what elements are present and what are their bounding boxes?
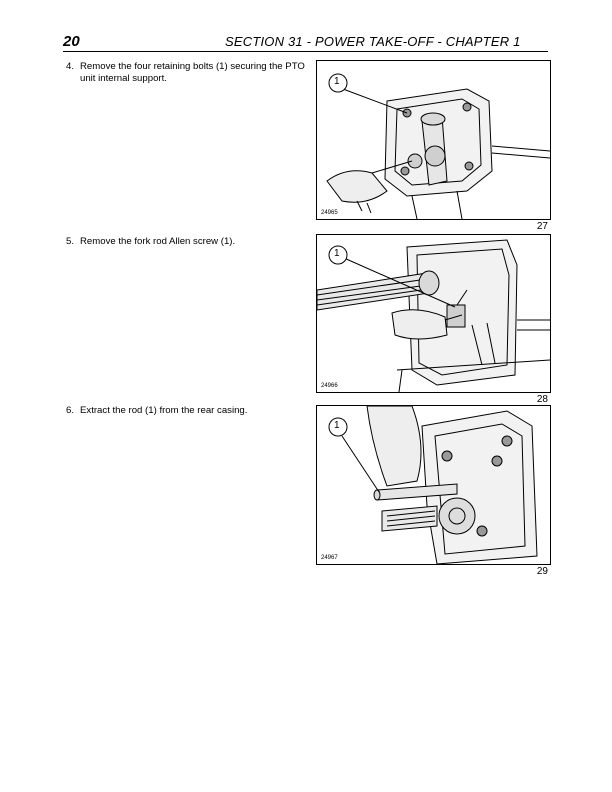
step-number: 6. — [66, 405, 75, 416]
figure-number: 28 — [536, 394, 548, 405]
figure-27-illustration — [316, 60, 551, 220]
pto-bolts-illustration — [317, 61, 550, 219]
page-number: 20 — [63, 33, 80, 50]
section-title: SECTION 31 - POWER TAKE-OFF - CHAPTER 1 — [225, 34, 521, 49]
step-text: Remove the four retaining bolts (1) securing the PTO unit internal support. — [80, 61, 305, 84]
figure-number: 29 — [536, 566, 548, 577]
step-number: 4. — [66, 61, 75, 72]
figure-code: 24965 — [321, 210, 338, 216]
figure-29-illustration — [316, 405, 551, 565]
page-header — [63, 33, 548, 51]
header-rule — [63, 51, 548, 52]
callout-label: 1 — [334, 76, 340, 87]
rod-extraction-illustration — [317, 406, 550, 564]
callout-label: 1 — [334, 420, 340, 431]
figure-code: 24967 — [321, 555, 338, 561]
figure-number: 27 — [536, 221, 548, 232]
callout-label: 1 — [334, 248, 340, 259]
step-text: Remove the fork rod Allen screw (1). — [80, 236, 236, 247]
figure-code: 24966 — [321, 383, 338, 389]
figure-28-illustration — [316, 234, 551, 393]
step-text: Extract the rod (1) from the rear casing. — [80, 405, 248, 416]
step-number: 5. — [66, 236, 75, 247]
fork-rod-screw-illustration — [317, 235, 550, 392]
